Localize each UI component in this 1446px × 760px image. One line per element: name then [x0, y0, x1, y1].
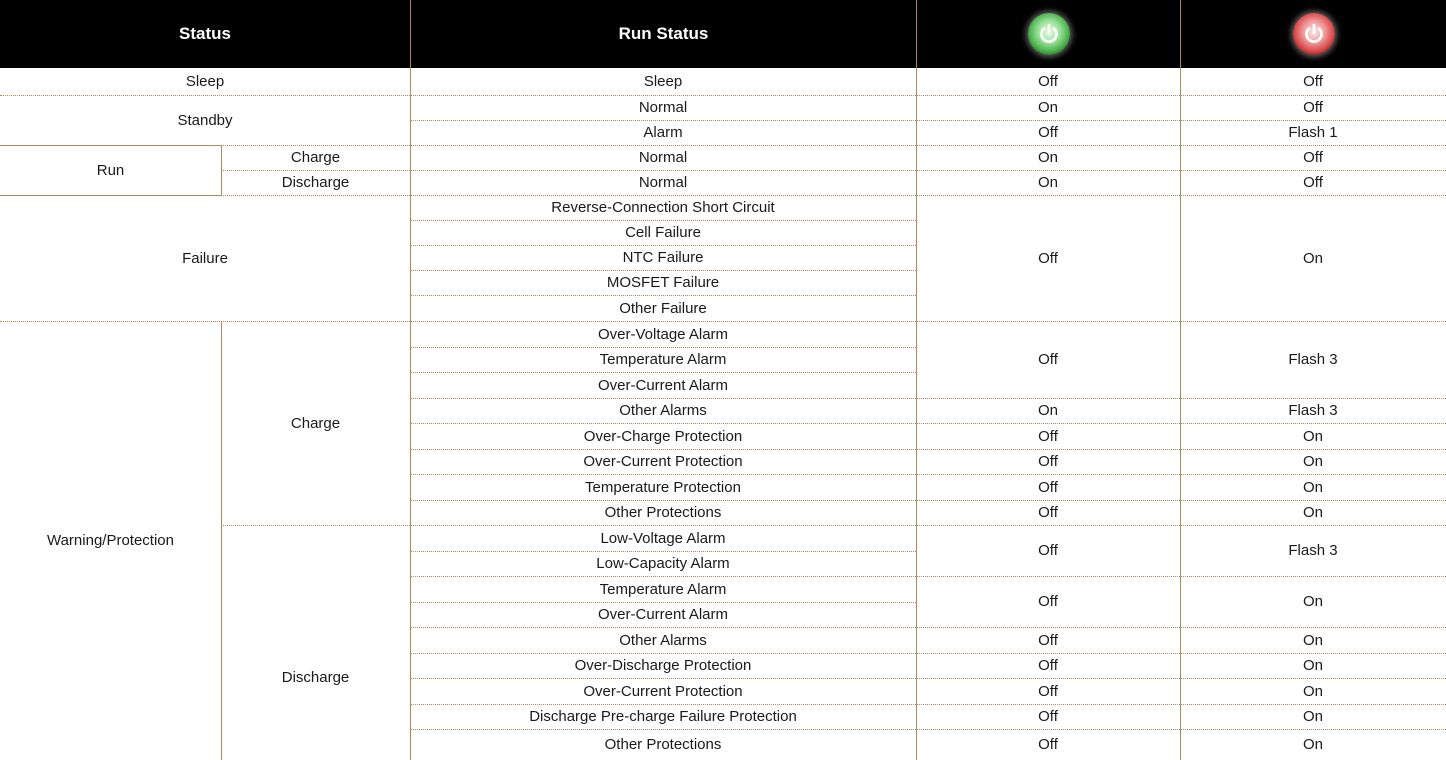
row-divider [410, 551, 916, 552]
run-status-cell: Over-Current Protection [583, 453, 743, 470]
row-divider [916, 449, 1446, 450]
status-wp-discharge: Discharge [281, 669, 350, 686]
row-divider [916, 525, 1446, 526]
power-symbol-icon [1302, 22, 1326, 46]
row-divider [410, 347, 916, 348]
run-status-cell: MOSFET Failure [606, 274, 720, 291]
column-divider [410, 68, 411, 760]
run-status-cell: Sleep [643, 73, 683, 90]
red-led-state: On [1302, 453, 1323, 470]
green-led-state: Off [1038, 736, 1058, 753]
status-run: Run [96, 161, 125, 179]
status-warning-protection: Warning/Protection [46, 532, 174, 549]
red-led-state: Off [1303, 149, 1323, 166]
run-status-cell: Low-Capacity Alarm [596, 555, 730, 572]
status-standby: Standby [177, 111, 233, 129]
run-status-cell: Normal [638, 99, 688, 116]
red-led-state: On [1302, 736, 1323, 753]
run-status-cell: Cell Failure [625, 224, 701, 241]
run-status-cell: Other Failure [619, 299, 707, 317]
row-divider [410, 398, 916, 399]
red-led-state: On [1302, 478, 1323, 496]
green-led-state: Off [1038, 427, 1058, 445]
row-divider [410, 270, 916, 271]
run-status-cell: Discharge Pre-charge Failure Protection [529, 708, 797, 725]
run-status-cell: Other Protections [604, 504, 722, 521]
run-status-cell: Temperature Alarm [599, 580, 727, 598]
green-led-state: Off [1038, 631, 1058, 649]
red-led-state: Flash 3 [1288, 351, 1338, 368]
row-divider [916, 321, 1446, 322]
row-divider [0, 195, 410, 196]
red-led-state: On [1302, 631, 1323, 649]
green-led-state: Off [1038, 542, 1058, 559]
row-divider [410, 474, 916, 475]
green-led-state: Off [1038, 351, 1058, 368]
row-divider [410, 245, 916, 246]
row-divider [410, 576, 916, 577]
run-status-cell: Other Protections [604, 736, 722, 753]
run-status-cell: Other Alarms [619, 631, 707, 649]
row-divider [410, 653, 916, 654]
row-divider [410, 602, 916, 603]
column-divider [916, 68, 917, 760]
row-divider [410, 729, 916, 730]
row-divider [0, 95, 410, 96]
row-divider [410, 449, 916, 450]
row-divider [916, 704, 1446, 705]
row-divider [410, 220, 916, 221]
green-led-state: Off [1038, 249, 1058, 267]
red-led-state: On [1302, 657, 1323, 674]
row-divider [410, 372, 916, 373]
run-status-cell: Over-Charge Protection [583, 427, 743, 445]
row-divider [410, 321, 916, 322]
green-power-icon [1028, 13, 1070, 55]
red-led-state: On [1302, 427, 1323, 445]
run-status-cell: Reverse-Connection Short Circuit [551, 199, 775, 216]
row-divider [916, 729, 1446, 730]
row-divider [410, 500, 916, 501]
row-divider [916, 678, 1446, 679]
row-divider [221, 525, 410, 526]
row-divider [0, 321, 410, 322]
green-led-state: Off [1038, 478, 1058, 496]
row-divider [916, 627, 1446, 628]
red-led-state: Flash 3 [1288, 402, 1338, 419]
run-status-cell: Normal [638, 174, 688, 191]
green-led-state: Off [1038, 453, 1058, 470]
run-status-cell: Other Alarms [619, 402, 707, 419]
header-status: Status [0, 0, 410, 68]
red-led-state: Flash 1 [1288, 124, 1338, 141]
power-symbol-icon [1037, 22, 1061, 46]
status-wp-charge: Charge [290, 414, 341, 432]
run-status-cell: Over-Discharge Protection [574, 657, 752, 674]
row-divider [916, 474, 1446, 475]
green-led-state: On [1037, 174, 1058, 191]
green-led-state: Off [1038, 504, 1058, 521]
red-led-state: On [1302, 708, 1323, 725]
green-led-state: On [1037, 402, 1058, 419]
row-divider [916, 653, 1446, 654]
green-led-state: Off [1038, 657, 1058, 674]
red-led-state: On [1302, 249, 1323, 267]
row-divider [0, 145, 410, 146]
green-led-state: On [1037, 149, 1058, 166]
row-divider [916, 576, 1446, 577]
run-status-cell: Low-Voltage Alarm [600, 529, 726, 547]
red-led-state: Off [1303, 174, 1323, 191]
header-green-led [916, 0, 1180, 68]
run-status-cell: Over-Current Protection [583, 682, 743, 700]
row-divider [410, 678, 916, 679]
green-led-state: Off [1038, 124, 1058, 141]
row-divider [410, 423, 916, 424]
red-led-state: Off [1303, 73, 1323, 90]
run-status-cell: Temperature Alarm [599, 351, 727, 368]
red-led-state: Flash 3 [1288, 542, 1338, 559]
run-status-cell: Alarm [643, 124, 683, 141]
row-divider [916, 120, 1446, 121]
run-status-cell: Temperature Protection [585, 478, 741, 496]
row-divider [410, 95, 1446, 96]
red-led-state: Off [1303, 99, 1323, 116]
row-divider [916, 500, 1446, 501]
column-divider [1180, 68, 1181, 760]
row-divider [410, 704, 916, 705]
row-divider [410, 295, 916, 296]
header-run-status: Run Status [410, 0, 916, 68]
green-led-state: Off [1038, 682, 1058, 700]
green-led-state: Off [1038, 73, 1058, 90]
row-divider [916, 423, 1446, 424]
status-run-charge: Charge [290, 149, 341, 166]
header-red-led [1180, 0, 1446, 68]
green-led-state: Off [1038, 708, 1058, 725]
red-power-icon [1293, 13, 1335, 55]
column-divider [221, 145, 222, 195]
column-divider [221, 321, 222, 760]
red-led-state: On [1302, 593, 1323, 610]
run-status-cell: Over-Current Alarm [597, 606, 729, 623]
run-status-cell: NTC Failure [622, 249, 704, 266]
run-status-cell: Over-Current Alarm [597, 376, 729, 394]
status-failure: Failure [182, 249, 228, 267]
row-divider [916, 398, 1446, 399]
row-divider [410, 525, 916, 526]
status-sleep: Sleep [185, 73, 225, 90]
red-led-state: On [1302, 504, 1323, 521]
row-divider [410, 627, 916, 628]
red-led-state: On [1302, 682, 1323, 700]
row-divider [410, 120, 916, 121]
row-divider [221, 170, 1446, 171]
run-status-cell: Over-Voltage Alarm [597, 325, 729, 343]
green-led-state: On [1037, 99, 1058, 116]
status-run-discharge: Discharge [281, 174, 350, 191]
run-status-cell: Normal [638, 149, 688, 166]
green-led-state: Off [1038, 593, 1058, 610]
